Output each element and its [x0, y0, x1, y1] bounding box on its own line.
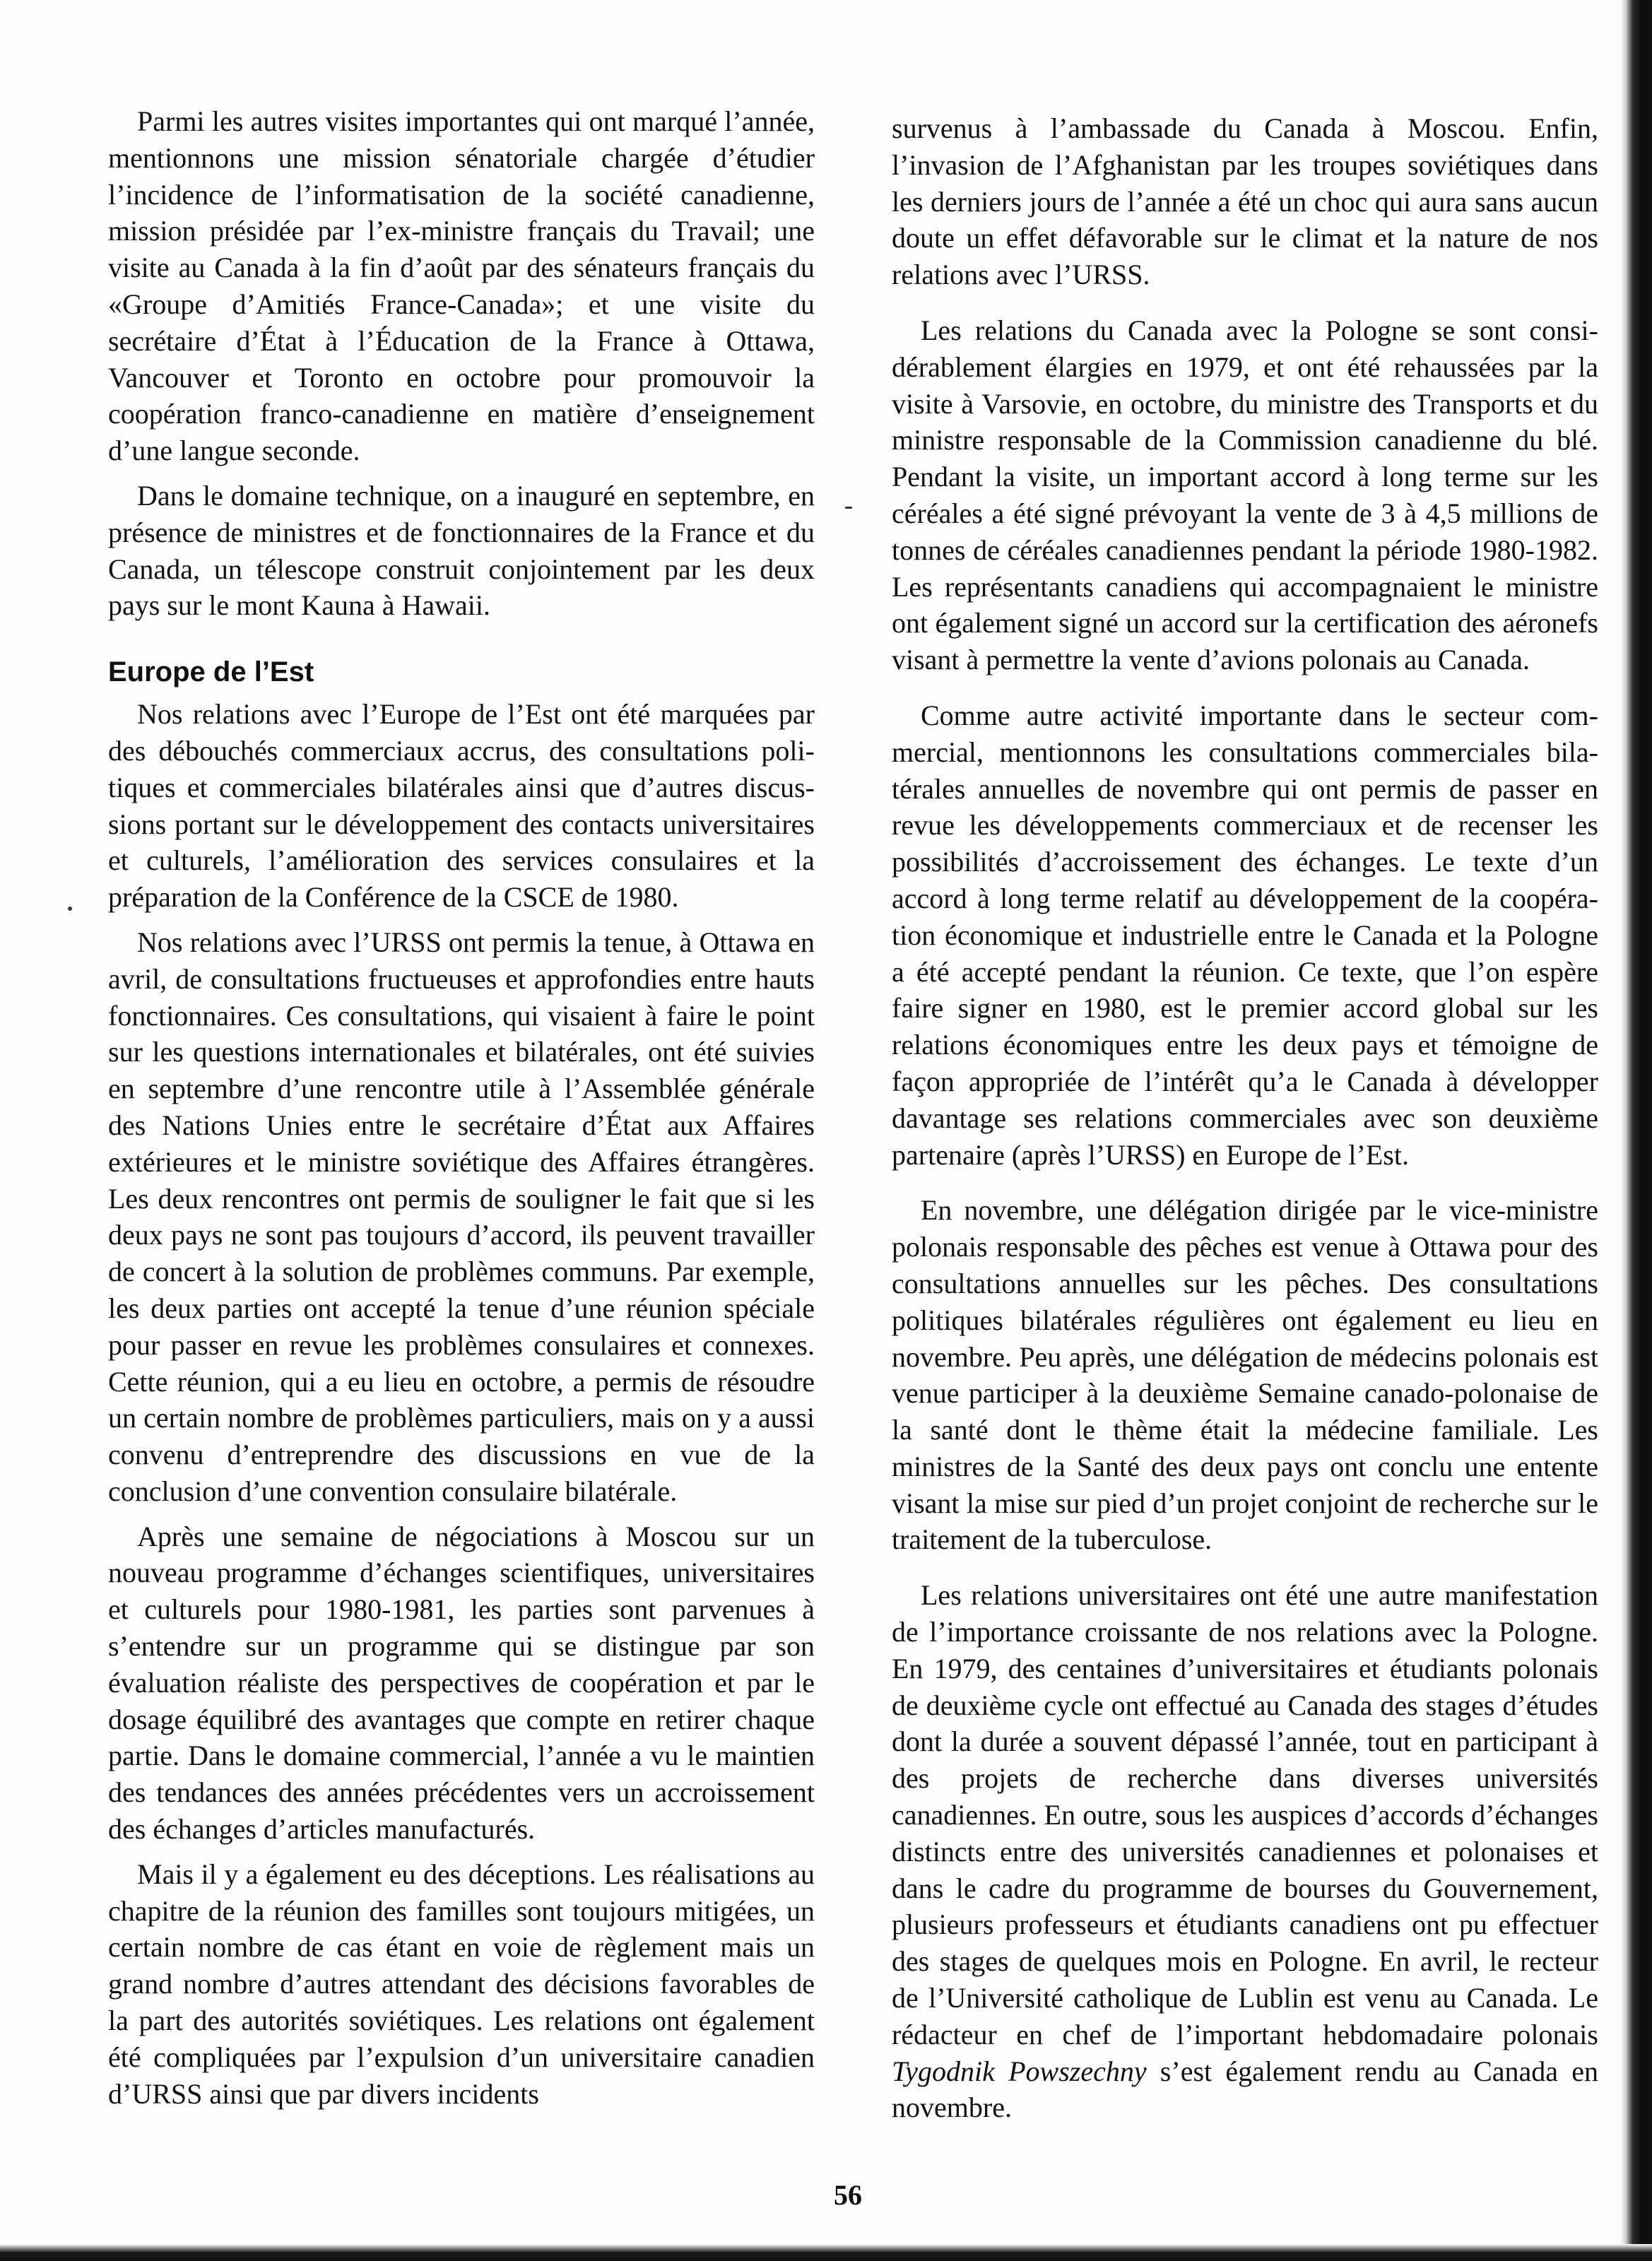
publication-title: Tygodnik Powszechny — [892, 2055, 1147, 2087]
university-text-start: Les relations universitaires ont été une autre manifestation de l’importance croissante de nos relations avec la Pologne. En 1979, des centaines d’universitaires et étudiants polonais de deuxième cycle ont effectué au Canada des stages d’études dont la durée a souvent dépassé l’année, tout en participant à des projets de recherche dans diverses universités canadiennes. En outre, sous les auspices d’accords d’échanges distincts entre des universités canadiennes et polonaises et dans le cadre du programme de bourses du Gouvernement, plusieurs professeurs et étudiants canadiens ont pu effectuer des stages de quelques mois en Pologne. En avril, le recteur de l’Université catholique de Lublin est venu au Canada. Le rédacteur en chef de l’important hebdomadaire polonais — [892, 1579, 1598, 2050]
university-text-end: s’est également rendu au Canada en novembre. — [892, 2055, 1599, 2124]
scan-edge-bottom — [0, 2244, 1652, 2261]
paragraph-afghanistan: survenus à l’ambassade du Canada à Moscou. Enfin, l’invasion de l’Afghanistan par les troupes soviétiques dans les derniers jours de l’année a été un choc qui aura sans aucun doute un effet défavorable sur le climat et la nature de nos relations avec l’URSS. — [892, 112, 1598, 291]
paragraph-exchange-program: Après une semaine de négociations à Moscou sur un nouveau programme d’échanges scientifiques, universitaires et culturels pour 1980-1981, les parties sont parvenues à s’entendre sur un programme qui se distingue par son évaluation réaliste des perspectives de coopération et par le dosage équilibré des avantages que compte en retirer chaque partie. Dans le domaine commercial, l’année a vu le maintien des tendances des années précédentes vers un accroissement des échanges d’articles manufacturés. — [108, 1520, 815, 1846]
paragraph-commercial-consultations: Comme autre activité importante dans le secteur commercial, mentionnons les consultations commerciales bilatérales annuelles de novembre qui ont permis de passer en revue les développements commerciaux et de recenser les possibilités d’accroissement des échanges. Le texte d’un accord à long terme relatif au développement de la coopération économique et industrielle entre le Canada et la Pologne a été accepté pendant la réunion. Ce texte, que l’on espère faire signer en 1980, est le premier accord global sur les relations économiques entre les deux pays et témoigne de façon appropriée de l’intérêt qu’a le Canada à développer davantage ses relations commerciales avec son deuxième partenaire (après l’URSS) en Europe de l’Est. — [892, 699, 1598, 1171]
paragraph-ussr-consultations: Nos relations avec l’URSS ont permis la tenue, à Ottawa en avril, de consultations fructueuses et approfondies entre hauts fonctionnaires. Ces consultations, qui visaient à faire le point sur les questions internationales et bilatérales, ont été suivies en septembre d’une rencontre utile à l’Assemblée générale des Nations Unies entre le secrétaire d’État aux Affaires extérieures et le ministre soviétique des Affaires étrangères. Les deux rencontres ont permis de souligner le fait que si les deux pays ne sont pas toujours d’accord, ils peuvent travailler de concert à la solution de problèmes communs. Par exemple, les deux parties ont accepté la tenue d’une réunion spéciale pour passer en revue les problèmes consulaires et connexes. Cette réunion, qui a eu lieu en octobre, a permis de résoudre un certain nombre de problèmes particuliers, mais on y a aussi convenu d’entreprendre des discussions en vue de la conclusion d’une convention consulaire bilatérale. — [108, 926, 815, 1507]
paragraph-fisheries-health: En novembre, une délégation dirigée par le vice-ministre polonais responsable des pêches est venue à Ottawa pour des consultations annuelles sur les pêches. Des consultations politiques bilatérales régulières ont également eu lieu en novembre. Peu après, une délégation de médecins polonais est venue participer à la deuxième Semaine canado-polonaise de la santé dont le thème était la médecine familiale. Les ministres de la Santé des deux pays ont conclu une entente visant la mise sur pied d’un projet conjoint de recherche sur le traitement de la tuberculose. — [892, 1194, 1598, 1556]
paragraph-university-relations — [892, 1577, 1598, 2126]
paragraph-eastern-europe-overview: Nos relations avec l’Europe de l’Est ont été marquées par des débouchés commerciaux accrus, des consultations politiques et commerciales bilatérales ainsi que d’autres discussions portant sur le développement des contacts universitaires et culturels, l’amélioration des services consulaires et la préparation de la Conférence de la CSCE de 1980. — [108, 698, 815, 914]
scan-edge-right — [1620, 0, 1652, 2261]
section-heading-europe-est: Europe de l’Est — [108, 656, 314, 688]
scan-speck — [845, 507, 852, 509]
scan-speck — [68, 907, 72, 911]
paragraph-disappointments: Mais il y a également eu des déceptions. Les réalisations au chapitre de la réunion des familles sont toujours mitigées, un certain nombre de cas étant en voie de règlement mais un grand nombre d’autres attendant des décisions favorables de la part des autorités soviétiques. Les relations ont également été compliquées par l’expulsion d’un universitaire canadien d’URSS ainsi que par divers incidents — [108, 1858, 815, 2110]
right-column — [892, 110, 1598, 2145]
paragraph-telescope: Dans le domaine technique, on a inauguré en septembre, en présence de ministres et de fonctionnaires de la France et du Canada, un télescope construit conjointement par les deux pays sur le mont Kauna à Hawaii. — [108, 479, 815, 622]
paragraph-poland-relations: Les relations du Canada avec la Pologne se sont considérablement élargies en 1979, et ont été rehaussées par la visite à Varsovie, en octobre, du ministre des Transports et du ministre responsable de la Commission canadienne du blé. Pendant la visite, un important accord à long terme sur les céréales a été signé prévoyant la vente de 3 à 4,5 millions de tonnes de céréales canadiennes pendant la période 1980-1982. Les représentants canadiens qui accompagnaient le ministre ont également signé un accord sur la certification des aéronefs visant à permettre la vente d’avions polonais au Canada. — [892, 314, 1598, 676]
paragraph-visits-france: Parmi les autres visites importantes qui ont marqué l’année, mentionnons une mission sénatoriale chargée d’étudier l’incidence de l’informatisation de la société canadienne, mission présidée par l’ex-ministre français du Travail; une visite au Canada à la fin d’août par des sénateurs français du «Groupe d’Amitiés France-Canada»; et une visite du secrétaire d’État à l’Éducation de la France à Ottawa, Vancouver et Toronto en octobre pour promouvoir la coopération franco-canadienne en matière d’enseignement d’une langue seconde. — [108, 105, 815, 467]
left-column — [108, 103, 815, 2120]
page-number: 56 — [834, 2179, 862, 2211]
